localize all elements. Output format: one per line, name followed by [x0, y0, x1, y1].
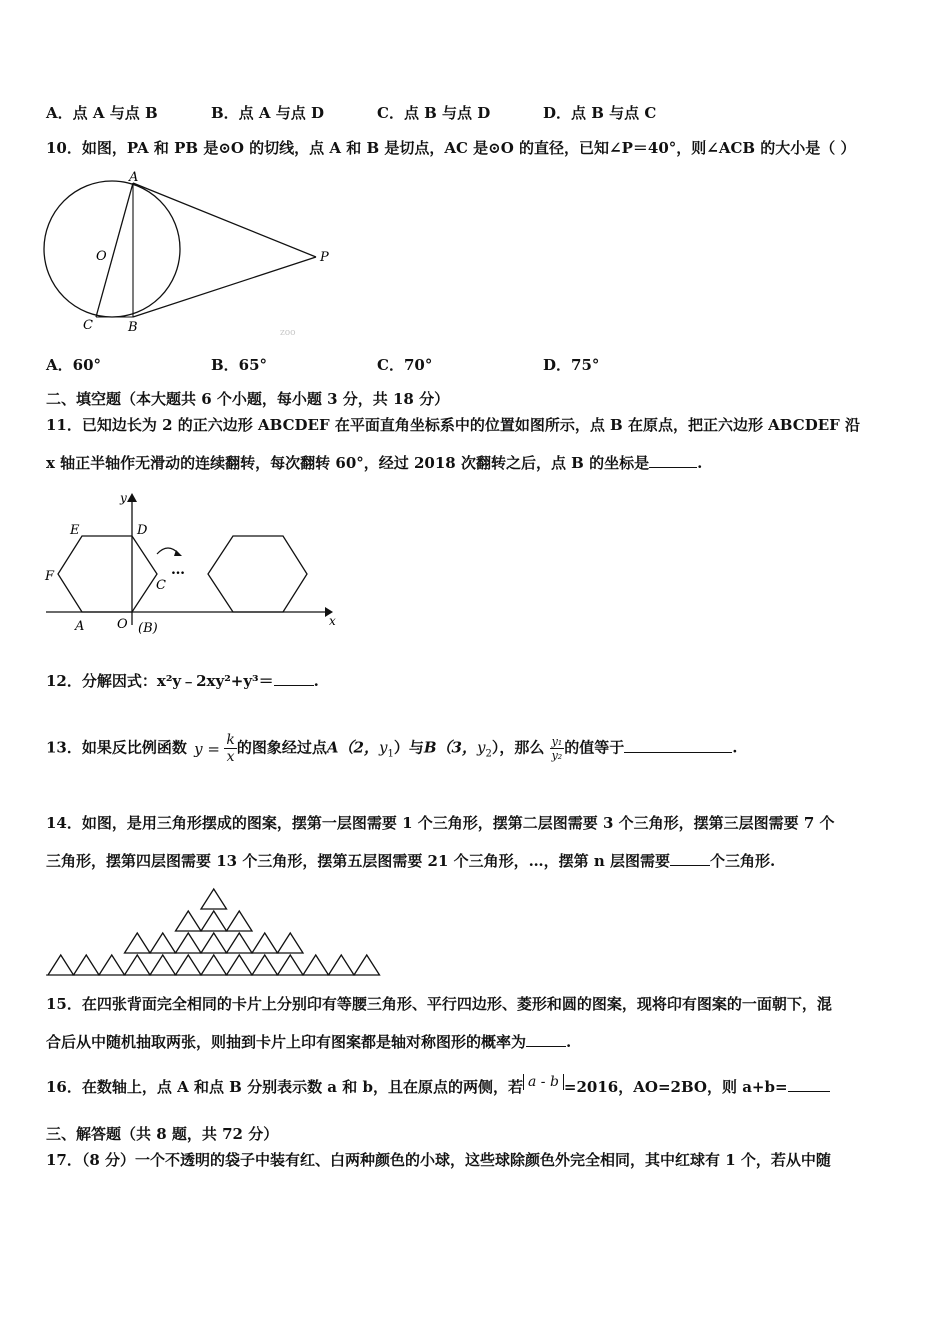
q14-triangle — [303, 955, 329, 975]
q13-close1: ）与 — [393, 738, 424, 757]
q11-line2 — [46, 452, 702, 473]
q14-triangle — [125, 933, 151, 953]
q11-label-x: x — [329, 614, 336, 628]
q15-line2 — [46, 1031, 571, 1052]
q11-hexagon-figure — [40, 490, 340, 640]
q11-line1: 11．已知边长为 2 的正六边形 ABCDEF 在平面直角坐标系中的位置如图所示，点 B 在原点，把正六边形 ABCDEF 沿 — [46, 416, 861, 434]
q11-y-arrow — [127, 493, 137, 502]
q11-line2-text: x 轴正半轴作无滑动的连续翻转，每次翻转 60°，经过 2018 次翻转之后，点 B 的坐标是 — [46, 454, 650, 472]
q14-triangle — [201, 933, 227, 953]
q14-answer-blank — [670, 851, 710, 866]
q14-triangle — [201, 955, 227, 975]
q10-label-a: A — [129, 170, 139, 185]
q11-label-e: E — [70, 523, 80, 538]
q10-text: 10．如图，PA 和 PB 是⊙O 的切线，点 A 和 B 是切点，AC 是⊙O 的直径，已知∠P＝40°，则∠ACB 的大小是（ ） — [46, 139, 856, 157]
q13-y1-sub: 1 — [387, 748, 394, 760]
q11-label-o: O — [117, 617, 128, 632]
q13-text-pre: 13．如果反比例函数 — [46, 738, 187, 757]
q13-function-fraction — [194, 732, 237, 765]
q14-line1: 14．如图，是用三角形摆成的图案，摆第一层图需要 1 个三角形，摆第二层图需要 3 个三角形，摆第三层图需要 7 个 — [46, 814, 835, 832]
q14-triangle — [227, 955, 253, 975]
q10-tangent-pb — [133, 257, 316, 317]
q14-triangle — [201, 889, 227, 909]
q11-label-d: D — [137, 523, 148, 538]
q11-hexagon-abcdef — [58, 536, 157, 612]
q11-label-a: A — [75, 619, 85, 634]
q14-triangle — [201, 911, 227, 931]
q16-answer-blank — [788, 1077, 830, 1092]
q11-ellipsis: … — [171, 562, 185, 578]
q9-option-d: D．点 B 与点 C — [543, 104, 657, 122]
q13-function-num: k — [226, 732, 235, 748]
q13-ratio-num: y₁ — [551, 735, 563, 748]
q9-option-b: B．点 A 与点 D — [211, 104, 324, 122]
q13-y2: y — [476, 738, 486, 757]
q14-triangle — [278, 955, 304, 975]
q10-option-b: B．65° — [211, 356, 268, 374]
watermark-text: zoo — [280, 328, 296, 338]
q10-label-p: P — [320, 250, 329, 265]
q12-line — [46, 670, 319, 691]
q10-label-b: B — [128, 320, 138, 335]
q11-label-c: C — [156, 578, 166, 593]
q12-end: . — [313, 672, 319, 690]
q10-tangent-pa — [133, 183, 316, 257]
q16-line — [46, 1076, 830, 1097]
q11-label-y: y — [120, 491, 127, 505]
q14-triangle — [150, 933, 176, 953]
section3-title: 三、解答题（共 8 题，共 72 分） — [46, 1125, 279, 1143]
q15-line2-end: . — [566, 1033, 572, 1051]
q14-triangle-pattern-figure — [44, 880, 384, 980]
q11-label-b: (B) — [138, 621, 158, 636]
q13-close2: ），那么 — [491, 738, 545, 757]
q13-point-b: B（3， — [423, 738, 477, 757]
q13-function-lhs: y = — [194, 739, 220, 758]
q15-line1: 15．在四张背面完全相同的卡片上分别印有等腰三角形、平行四边形、菱形和圆的图案，现将印有图案的一面朝下，混 — [46, 995, 832, 1013]
section2-title: 二、填空题（本大题共 6 个小题，每小题 3 分，共 18 分） — [46, 390, 450, 408]
q13-text-post: 的值等于 — [564, 738, 625, 757]
q16-text-pre: 16．在数轴上，点 A 和点 B 分别表示数 a 和 b，且在原点的两侧，若 — [46, 1078, 523, 1096]
q13-answer-blank — [624, 738, 732, 753]
q14-triangle — [74, 955, 100, 975]
q14-triangle — [176, 933, 202, 953]
q14-triangle — [354, 955, 380, 975]
q14-triangle — [252, 955, 278, 975]
q11-answer-blank — [649, 453, 697, 468]
q13-y1: y — [378, 738, 388, 757]
q10-circle — [44, 181, 180, 317]
q15-line2-text: 合后从中随机抽取两张，则抽到卡片上印有图案都是轴对称图形的概率为 — [46, 1033, 527, 1051]
q13-point-a: A（2， — [326, 738, 379, 757]
q14-triangle — [150, 955, 176, 975]
q10-circle-tangent-figure — [40, 165, 350, 340]
q15-answer-blank — [526, 1032, 566, 1047]
q11-label-f: F — [45, 569, 55, 584]
q14-triangle — [227, 933, 253, 953]
q14-line2 — [46, 850, 775, 871]
q12-text: 12．分解因式：x²y﹣2xy²+y³＝ — [46, 672, 274, 690]
q17-text: 17．（8 分）一个不透明的袋子中装有红、白两种颜色的小球，这些球除颜色外完全相同，其中红球有 1 个，若从中随 — [46, 1151, 831, 1169]
q13-text-mid: 的图象经过点 — [236, 738, 327, 757]
q16-text-post: =2016，AO=2BO，则 a+b= — [563, 1078, 788, 1096]
q13-ratio-fraction — [550, 735, 565, 762]
q14-triangle — [176, 911, 202, 931]
q10-option-d: D．75° — [543, 356, 600, 374]
q14-triangle — [48, 955, 74, 975]
q10-option-c: C．70° — [377, 356, 433, 374]
q14-triangle — [252, 933, 278, 953]
q10-label-o: O — [96, 249, 107, 264]
q11-line2-end: . — [697, 454, 703, 472]
q10-label-c: C — [83, 318, 93, 333]
q14-triangle — [176, 955, 202, 975]
q11-hexagon-rotated — [208, 536, 307, 612]
q14-line2-end: 个三角形. — [710, 852, 776, 870]
q14-line2-text: 三角形，摆第四层图需要 13 个三角形，摆第五层图需要 21 个三角形，…，摆第 n 层图需要 — [46, 852, 670, 870]
q14-triangle — [329, 955, 355, 975]
q9-option-a: A．点 A 与点 B — [46, 104, 158, 122]
q13-line — [46, 732, 737, 765]
q10-option-a: A．60° — [46, 356, 102, 374]
q14-triangle — [125, 955, 151, 975]
q13-function-den: x — [226, 749, 235, 765]
q13-end: . — [732, 738, 738, 757]
q14-triangle — [99, 955, 125, 975]
q14-triangle — [278, 933, 304, 953]
q13-ratio-den: y₂ — [551, 749, 563, 762]
q16-abs-expression: a - b — [523, 1074, 564, 1090]
q9-option-c: C．点 B 与点 D — [377, 104, 491, 122]
q12-answer-blank — [274, 671, 314, 686]
q14-triangle — [227, 911, 253, 931]
q13-y2-sub: 2 — [485, 748, 492, 760]
